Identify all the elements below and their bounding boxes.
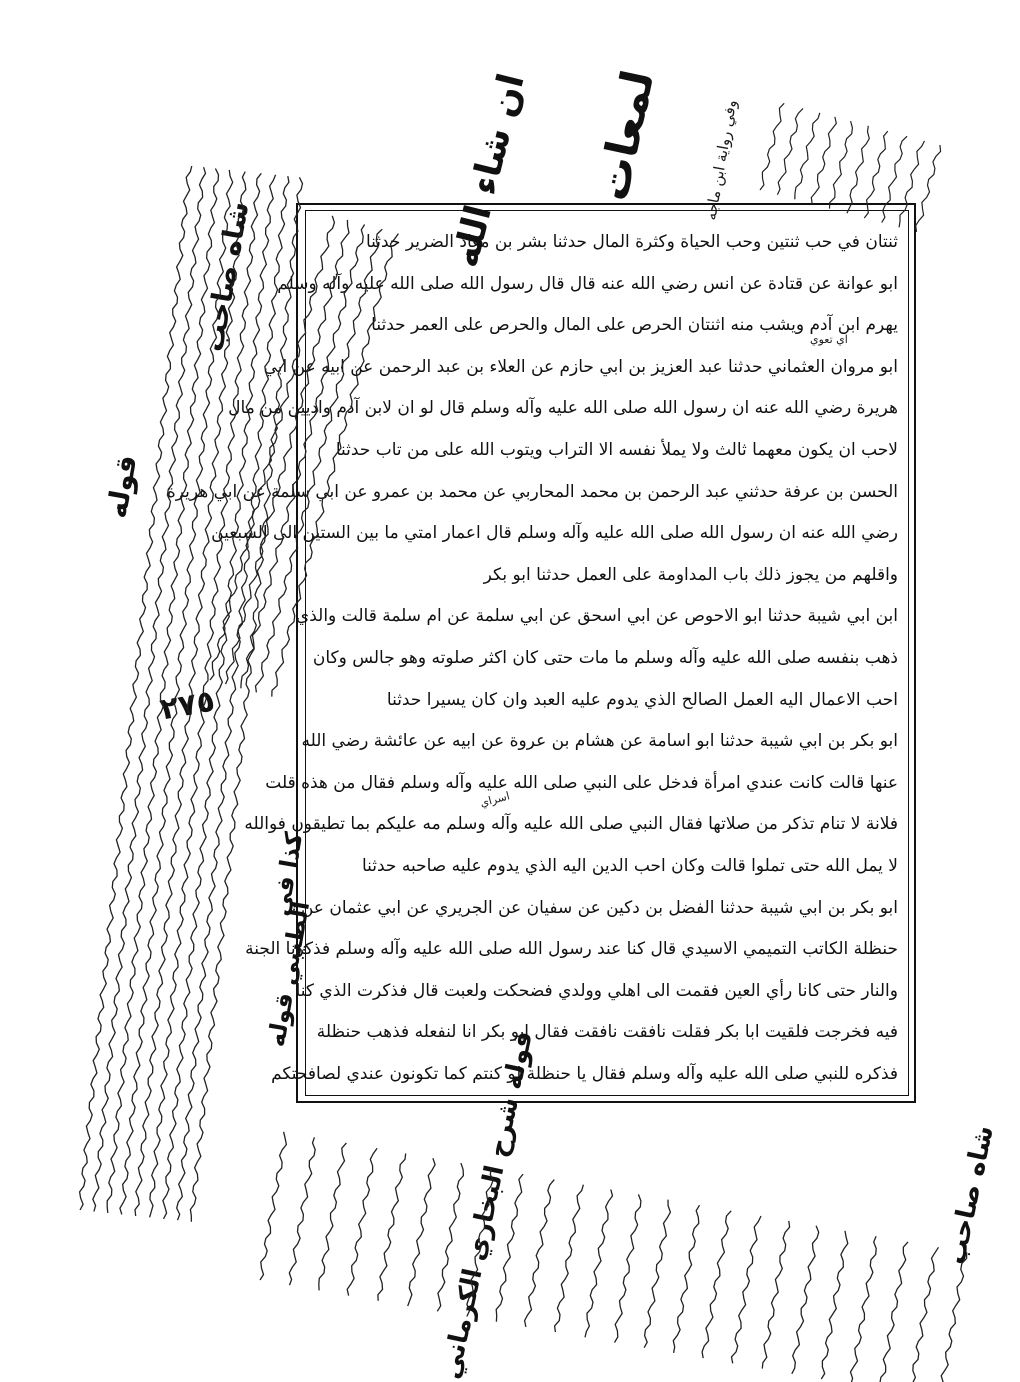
text-line: عنها قالت كانت عندي امرأة فدخل على النبي صلى الله عليه وآله وسلم فقال من هذه قلت: [265, 772, 898, 793]
top-heading: لمعات: [587, 65, 665, 206]
text-line: لاحب ان يكون معهما ثالث ولا يملأ نفسه الا التراب ويتوب الله على من تاب حدثنا: [335, 439, 898, 460]
marginal-handwriting-left: [60, 60, 300, 1260]
text-line: والنار حتى كانا رأي العين فقمت الى اهلي وولدي فضحكت ولعبت قال فذكرت الذي كنا: [295, 980, 898, 1001]
left-heading-kadha-fi: كذا في: [266, 830, 309, 918]
text-line: حنظلة الكاتب التميمي الاسيدي قال كنا عند رسول الله صلى الله عليه وآله وسلم فذكرنا الجنة: [245, 939, 898, 960]
text-line: الحسن بن عرفة حدثني عبد الرحمن بن محمد المحاربي عن محمد بن عمرو عن ابي سلمة عن ابي هريرة: [166, 481, 898, 502]
text-line: رضي الله عنه ان رسول الله صلى الله عليه وآله وسلم قال اعمار امتي ما بين الستين الى السبعين: [211, 523, 898, 544]
text-line: هريرة رضي الله عنه ان رسول الله صلى الله عليه وآله وسلم قال لو ان لابن آدم واديين من مال: [228, 398, 898, 419]
left-heading-shah-sahib: شاه صاحب: [196, 198, 256, 355]
marginal-handwriting-top: [140, 80, 960, 200]
text-line: ابو عوانة عن قتادة عن انس رضي الله عنه قال قال رسول الله صلى الله عليه وآله وسلم: [277, 273, 898, 294]
text-line: ذهب بنفسه صلى الله عليه وآله وسلم ما مات حتى كان اكثر صلوته وهو جالس وكان: [312, 647, 898, 668]
text-line: ابو بكر بن ابي شيبة حدثنا ابو اسامة عن هشام بن عروة عن ابيه عن عائشة رضي الله: [301, 731, 898, 752]
left-heading-qawluhu: قوله: [99, 452, 144, 521]
text-line: واقلهم من يجوز ذلك باب المداومة على العمل حدثنا ابو بكر: [483, 564, 898, 585]
text-line: ابو مروان العثماني حدثنا عبد العزيز بن ابي حازم عن العلاء بن عبد الرحمن عن ابيه عن ابي: [263, 356, 898, 377]
text-line: ابن ابي شيبة حدثنا ابو الاحوص عن ابي اسحق عن ابي سلمة عن ام سلمة قالت والذي: [295, 606, 898, 627]
bottom-heading-kirmani: قوله شرح البخاري الكرماني: [435, 1028, 540, 1382]
text-line: فيه فخرجت فلقيت ابا بكر فقلت نافقت نافقت فقال ابو بكر انا لنفعله فذهب حنظلة: [316, 1022, 898, 1043]
text-line: ابو بكر بن ابي شيبة حدثنا الفضل بن دكين عن سفيان عن الجريري عن ابي عثمان عن: [300, 897, 898, 918]
top-center-note: ان شاء الله: [445, 69, 533, 272]
text-line: احب الاعمال اليه العمل الصالح الذي يدوم عليه العبد وان كان يسيرا حدثنا: [386, 689, 898, 710]
page-number: ٢٧٥: [157, 683, 218, 728]
left-heading-tibi: الطيبي قوله: [262, 899, 316, 1049]
text-line: ثنتان في حب ثنتين وحب الحياة وكثرة المال حدثنا بشر بن معاذ الضرير حدثنا: [365, 232, 898, 252]
text-line: فلانة لا تنام تذكر من صلاتها فقال النبي صلى الله عليه وآله وسلم مه عليكم بما تطيقون فوالله: [244, 814, 898, 835]
bottom-heading-shah-sahib: شاه صاحب: [941, 1122, 1000, 1268]
interlinear-note: اي تعوي: [810, 333, 848, 346]
marginal-handwriting-bottom: [240, 1100, 1000, 1300]
text-line: لا يمل الله حتى تملوا قالت وكان احب الدين اليه الذي يدوم عليه صاحبه حدثنا: [361, 855, 898, 876]
text-line: فذكره للنبي صلى الله عليه وآله وسلم فقال يا حنظلة لو كنتم كما تكونون عندي لصافحتكم: [271, 1063, 898, 1084]
text-line: يهرم ابن آدم ويشب منه اثنتان الحرص على المال والحرص على العمر حدثنا: [371, 315, 898, 336]
interlinear-note-isra: اسراي: [478, 789, 512, 810]
top-right-note: وفي رواية ابن ماجه: [701, 98, 741, 222]
